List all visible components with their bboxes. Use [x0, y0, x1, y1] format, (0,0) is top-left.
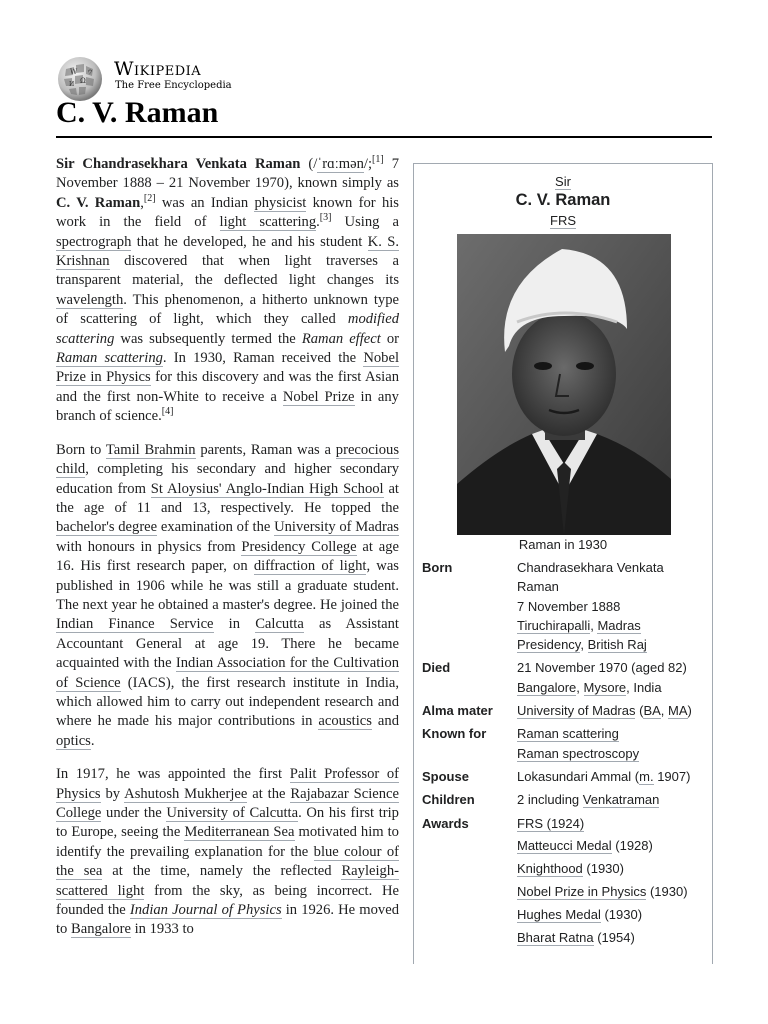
article-link[interactable]: optics: [56, 732, 91, 749]
infobox-label: Children: [422, 792, 475, 808]
article-link[interactable]: Ashutosh Mukherjee: [124, 785, 248, 802]
article-link[interactable]: light scattering: [219, 214, 317, 231]
article-link[interactable]: Palit Professor of Physics: [56, 766, 400, 802]
text-run: (: [635, 703, 644, 719]
infobox-label: Spouse: [422, 768, 469, 784]
infobox-row-died: [414, 658, 712, 701]
photo-caption: Raman in 1930: [518, 537, 608, 552]
text-run: (IACS), the first research institute in India, which allowed him to carry out independent research and where he made his major contributions in: [56, 674, 400, 730]
text-run: was an Indian: [155, 194, 255, 211]
infobox-value-line: [517, 597, 704, 616]
infobox-label: Awards: [422, 815, 469, 831]
infobox-row-children: [414, 790, 712, 813]
text-run: as Assistant Accountant General at age 19. There he became acquainted with the: [56, 616, 399, 672]
article-link[interactable]: BA: [643, 703, 661, 719]
award-item: [517, 814, 704, 833]
text-run: at the time, namely the reflected: [102, 863, 342, 880]
text-run: In 1917, he was appointed the first: [56, 766, 290, 783]
infobox-value: [517, 790, 704, 809]
text-run: 2 including: [517, 792, 583, 808]
portrait-photo[interactable]: [457, 234, 671, 535]
infobox-value-line: [517, 744, 704, 763]
text-run: /;: [363, 156, 372, 172]
article-link[interactable]: MA: [668, 703, 688, 719]
article-link[interactable]: Raman scattering: [517, 726, 619, 742]
text-run: 21 November 1970 (aged 82): [517, 660, 687, 676]
article-link[interactable]: Raman spectroscopy: [517, 745, 640, 761]
infobox-row-spouse: [414, 767, 712, 790]
text-run: Raman effect: [301, 330, 381, 347]
wikipedia-tagline: The Free Encyclopedia: [115, 80, 232, 91]
infobox-label: Alma mater: [422, 703, 493, 719]
title-divider: [56, 136, 712, 138]
text-run: in 1926. He moved to: [56, 902, 399, 938]
article-link[interactable]: Tamil Brahmin: [105, 441, 196, 458]
svg-text:Ω: Ω: [80, 77, 86, 85]
text-run: for this discovery and was the first Asian and the first non-White to receive a: [56, 369, 399, 405]
article-link[interactable]: acoustics: [318, 713, 372, 730]
text-run: ,: [590, 617, 598, 633]
article-link[interactable]: bachelor's degree: [56, 519, 158, 536]
article-link[interactable]: m.: [639, 768, 654, 784]
text-run: by: [100, 785, 125, 802]
wikipedia-wordmark: Wikipedia: [114, 58, 202, 80]
article-link[interactable]: British Raj: [587, 637, 647, 653]
article-link[interactable]: FRS (1924): [517, 815, 585, 831]
infobox-value-line: [517, 790, 704, 809]
infobox-value: [517, 767, 704, 786]
text-run: . This phenomenon, a hitherto unknown type of scattering of light, which they called: [56, 291, 399, 328]
infobox-row-known-for: [414, 724, 712, 767]
text-run: known for his work in the field of: [56, 194, 399, 231]
paragraph: [56, 155, 399, 427]
article-link[interactable]: Tiruchirapalli: [517, 617, 591, 633]
article-link[interactable]: Rayleigh-scattered light: [56, 863, 399, 899]
infobox-honorific-prefix: [414, 172, 712, 191]
text-run: 1907): [653, 768, 691, 784]
text-run: and: [371, 713, 399, 730]
article-link[interactable]: Indian Finance Service: [56, 616, 214, 633]
article-link[interactable]: Matteucci Medal: [517, 838, 612, 854]
article-link[interactable]: blue colour of the sea: [56, 843, 399, 880]
article-link[interactable]: Bharat Ratna: [517, 930, 594, 946]
infobox-value: [517, 814, 704, 951]
svg-text:И: И: [69, 81, 75, 88]
infobox-prefix-link[interactable]: Sir: [555, 174, 571, 189]
reference-link[interactable]: [1]: [372, 154, 384, 166]
text-run: that he developed, he and his student: [131, 233, 368, 250]
article-link[interactable]: University of Calcutta: [166, 805, 299, 821]
wikipedia-logo[interactable]: [56, 52, 456, 98]
infobox-suffix-link[interactable]: FRS: [550, 212, 576, 228]
text-run: in any branch of science.: [56, 388, 399, 425]
article-link[interactable]: St Aloysius' Anglo-Indian High School: [150, 480, 384, 497]
article-link[interactable]: Knighthood: [517, 861, 583, 877]
text-run: in 1933 to: [130, 921, 194, 938]
infobox-value-line: [517, 724, 704, 743]
text-run: discovered that when light traverses a transparent material, the deflected light changes its: [56, 253, 399, 289]
infobox-value-line: [517, 558, 704, 597]
article-link[interactable]: Presidency College: [241, 538, 357, 555]
article-link[interactable]: University of Madras: [274, 519, 399, 536]
infobox-value: [517, 558, 704, 654]
infobox-label: Born: [422, 560, 453, 575]
text-run: (1928): [611, 838, 653, 854]
article-link[interactable]: Rajabazar Science College: [56, 785, 399, 821]
award-item: [517, 905, 704, 924]
text-run: (/: [300, 156, 318, 172]
text-run: (1930): [600, 907, 643, 923]
article-link[interactable]: Hughes Medal: [517, 907, 601, 923]
text-run: ,: [580, 637, 588, 653]
infobox-value-line: [517, 616, 704, 655]
article-link[interactable]: University of Madras: [517, 703, 636, 719]
infobox-name: C. V. Raman: [515, 191, 611, 210]
text-run: with honours in physics from: [56, 538, 242, 555]
infobox-value-line: [517, 701, 704, 720]
reference-link[interactable]: [2]: [143, 192, 156, 204]
text-run: under the: [101, 805, 167, 821]
article-link[interactable]: Nobel Prize in Physics: [56, 350, 399, 386]
article-link[interactable]: Mysore: [583, 679, 627, 695]
paragraph: [56, 765, 399, 940]
text-run: ,: [576, 679, 584, 695]
article-link[interactable]: Venkatraman: [582, 792, 660, 808]
infobox-row-alma-mater: [414, 701, 712, 724]
text-run: Born to: [56, 441, 106, 458]
article-link[interactable]: K. S. Krishnan: [56, 233, 399, 270]
article-link[interactable]: ˈrɑːmən: [317, 156, 364, 172]
article-link[interactable]: diffraction of light: [253, 558, 367, 575]
text-run: or: [380, 330, 399, 347]
infobox-value: [517, 701, 704, 720]
reference-link[interactable]: [4]: [161, 406, 174, 418]
text-run: from the sky, as being incorrect. He founded the: [56, 882, 400, 919]
text-run: was subsequently termed the: [114, 330, 302, 347]
article-link[interactable]: spectrograph: [56, 233, 132, 250]
article-link[interactable]: precocious child: [56, 441, 400, 478]
article-link[interactable]: Raman scattering: [56, 350, 163, 367]
article-link[interactable]: Indian Association for the Cultivation of Science: [56, 655, 399, 691]
infobox: [413, 163, 713, 964]
text-run: Using a: [331, 214, 399, 231]
article-link[interactable]: Nobel Prize in Physics: [517, 884, 647, 900]
infobox-label: Known for: [422, 726, 487, 742]
text-run: motivated him to identify the prevailing explanation for the: [56, 824, 399, 860]
svg-text:ウ: ウ: [87, 69, 94, 76]
infobox-value: [517, 724, 704, 763]
article-link[interactable]: Nobel Prize: [282, 388, 355, 405]
article-link[interactable]: wavelength: [56, 291, 124, 308]
infobox-value-line: [517, 678, 704, 697]
text-run: ,: [660, 703, 669, 719]
text-run: in: [213, 616, 256, 633]
text-run: Lokasundari Ammal (: [517, 768, 640, 784]
text-run: examination of the: [157, 519, 275, 536]
text-run: , was published in 1906 while he was still a graduate student. The next year he obtained a master's degree. He joined the: [56, 558, 399, 613]
infobox-label: Died: [422, 660, 451, 676]
article-link[interactable]: Bangalore: [71, 921, 131, 938]
infobox-rows: [414, 558, 712, 955]
article-link[interactable]: Calcutta: [255, 616, 304, 633]
text-run: , India: [626, 679, 662, 695]
text-run: (1930): [646, 884, 688, 900]
text-run: . In 1930, Raman received the: [162, 350, 364, 367]
text-run: .: [90, 732, 95, 749]
paragraph: [56, 441, 399, 752]
svg-text:W: W: [70, 68, 78, 76]
text-run: Sir Chandrasekhara Venkata Raman: [56, 156, 301, 172]
text-run: at the age of 11 and 13, respectively. He topped the: [56, 480, 399, 516]
text-run: at the: [247, 785, 291, 802]
infobox-value-line: [517, 658, 704, 677]
article-body: [56, 155, 399, 954]
text-run: .: [316, 214, 320, 231]
article-page: [56, 0, 712, 1024]
article-link[interactable]: Madras Presidency: [517, 617, 641, 653]
infobox-value-line: [517, 767, 704, 786]
award-item: [517, 928, 704, 947]
text-run: at age 16. His first research paper, on: [56, 538, 399, 575]
award-item: [517, 836, 704, 855]
text-run: (1930): [582, 861, 624, 877]
text-run: ,: [140, 194, 144, 211]
reference-link[interactable]: [3]: [319, 212, 332, 224]
article-link[interactable]: Bangalore: [517, 679, 577, 695]
text-run: 7 November 1888 – 21 November 1970), known simply as: [56, 156, 399, 192]
award-item: [517, 859, 704, 878]
article-link[interactable]: Mediterranean Sea: [184, 824, 295, 841]
text-run: , completing his secondary and higher secondary education from: [56, 461, 399, 497]
text-run: modified scattering: [56, 311, 399, 347]
infobox-row-awards: [414, 814, 712, 955]
article-link[interactable]: physicist: [254, 194, 307, 211]
infobox-row-born: [414, 558, 712, 658]
text-run: . On his first trip to Europe, seeing the: [56, 805, 399, 841]
text-run: ): [687, 703, 692, 719]
infobox-value: [517, 658, 704, 697]
text-run: (1954): [593, 930, 635, 946]
infobox-honorific-suffix: [414, 211, 712, 230]
text-run: 7 November 1888: [517, 598, 621, 614]
text-run: parents, Raman was a: [195, 441, 336, 458]
award-item: [517, 882, 704, 901]
text-run: C. V. Raman: [56, 194, 141, 211]
article-link[interactable]: Indian Journal of Physics: [129, 902, 282, 919]
text-run: Chandrasekhara Venkata Raman: [517, 560, 664, 595]
page-title: C. V. Raman: [56, 96, 219, 129]
